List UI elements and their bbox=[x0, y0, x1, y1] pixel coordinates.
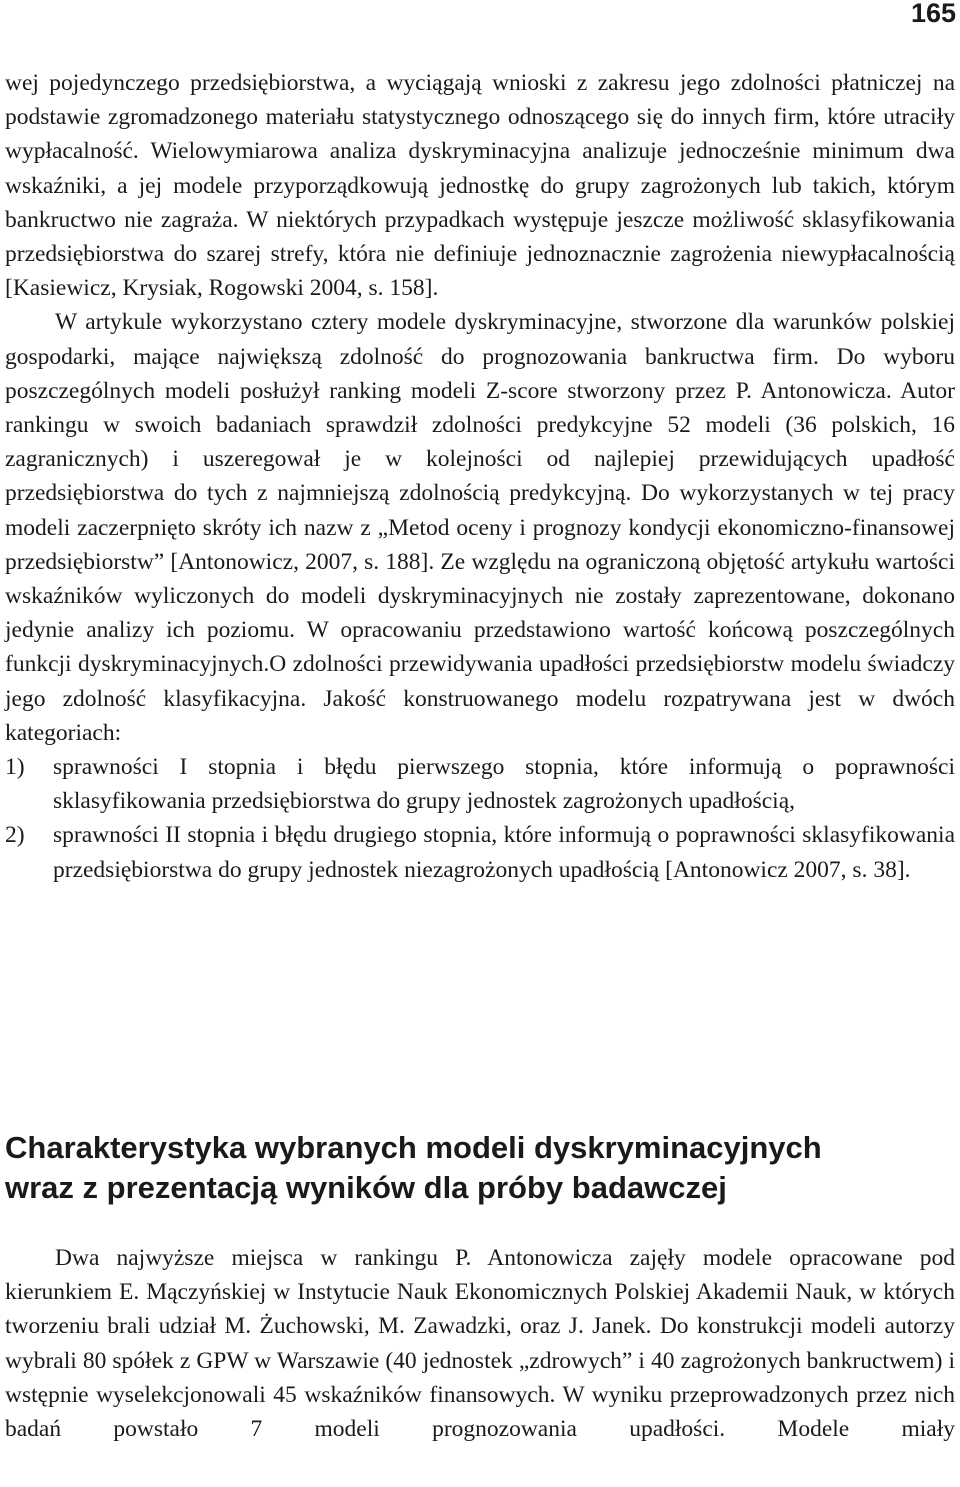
list-marker: 2) bbox=[5, 822, 25, 849]
paragraph-ranking: Dwa najwyższe miejsca w rankingu P. Antonowicza zajęły modele opracowane pod kierunkiem E. Mączyńskiej w Instytucie Nauk Ekonomicznych Polskiej Akademii Nauk, w których tworzeniu brali udział M. Żuchowski, M. Zawadzki, oraz J. Janek. Do konstrukcji modeli autorzy wybrali 80 spółek z GPW w Warszawie (40 jednostek „zdrowych” i 40 zagrożonych bankructwem) i wstępnie wyselekcjonowali 45 wskaźników finansowych. W wyniku przeprowadzonych przez nich badań powstało 7 modeli prognozowania upadłości. Modele miały bbox=[5, 1245, 955, 1443]
quality-criteria-list bbox=[5, 750, 955, 887]
section-heading-line-2: wraz z prezentacją wyników dla próby badawczej bbox=[5, 1170, 727, 1205]
list-marker: 1) bbox=[5, 754, 25, 781]
list-item bbox=[5, 818, 955, 886]
paragraph-intro: wej pojedynczego przedsiębiorstwa, a wyciągają wnioski z zakresu jego zdolności płatniczej na podstawie zgromadzonego materiału statystycznego odnoszącego się do innych firm, które utraciły wypłacalność. Wielowymiarowa analiza dyskryminacyjna analizuje jednocześnie minimum dwa wskaźniki, a jej modele przyporządkowują jednostkę do grupy zagrożonych lub takich, którym bankructwo nie zagraża. W niektórych przypadkach występuje jeszcze możliwość sklasyfikowania przedsiębiorstwa do szarej strefy, która nie definiuje jednoznacznie zagrożenia niewypłacalnością [Kasiewicz, Krysiak, Rogowski 2004, s. 158]. bbox=[5, 70, 955, 302]
list-item-text: sprawności II stopnia i błędu drugiego stopnia, które informują o poprawności sklasyfikowania przedsiębiorstwa do grupy jednostek niezagrożonych upadłością [Antonowicz 2007, s. 38]. bbox=[53, 822, 955, 883]
section-heading bbox=[5, 1128, 955, 1208]
section-heading-line-1: Charakterystyka wybranych modeli dyskryminacyjnych bbox=[5, 1130, 822, 1165]
list-item-text: sprawności I stopnia i błędu pierwszego stopnia, które informują o poprawności sklasyfikowania przedsiębiorstwa do grupy jednostek zagrożonych upadłością, bbox=[53, 754, 955, 815]
page-number: 165 bbox=[910, 0, 956, 28]
body-text-block bbox=[5, 66, 955, 887]
paragraph-models: W artykule wykorzystano cztery modele dyskryminacyjne, stworzone dla warunków polskiej gospodarki, mające największą zdolność do prognozowania bankructwa firm. Do wyboru poszczególnych modeli posłużył ranking modeli Z-score stworzony przez P. Antonowicza. Autor rankingu w swoich badaniach sprawdził zdolności predykcyjne 52 modeli (36 polskich, 16 zagranicznych) i uszeregował je w kolejności od najlepiej przewidujących upadłość przedsiębiorstwa do tych z najmniejszą zdolnością predykcyjną. Do wykorzystanych w tej pracy modeli zaczerpnięto skróty ich nazw z „Metod oceny i prognozy kondycji ekonomiczno-finansowej przedsiębiorstw” [Antonowicz, 2007, s. 188]. Ze względu na ograniczoną objętość artykułu wartości wskaźników wyliczonych do modeli dyskryminacyjnych nie zostały zaprezentowane, dokonano jedynie analizy ich poziomu. W opracowaniu przedstawiono wartość końcową poszczególnych funkcji dyskryminacyjnych.O zdolności przewidywania upadłości przedsiębiorstw modelu świadczy jego zdolność klasyfikacyjna. Jakość konstruowanego modelu rozpatrywana jest w dwóch kategoriach: bbox=[5, 309, 955, 746]
list-item bbox=[5, 750, 955, 818]
